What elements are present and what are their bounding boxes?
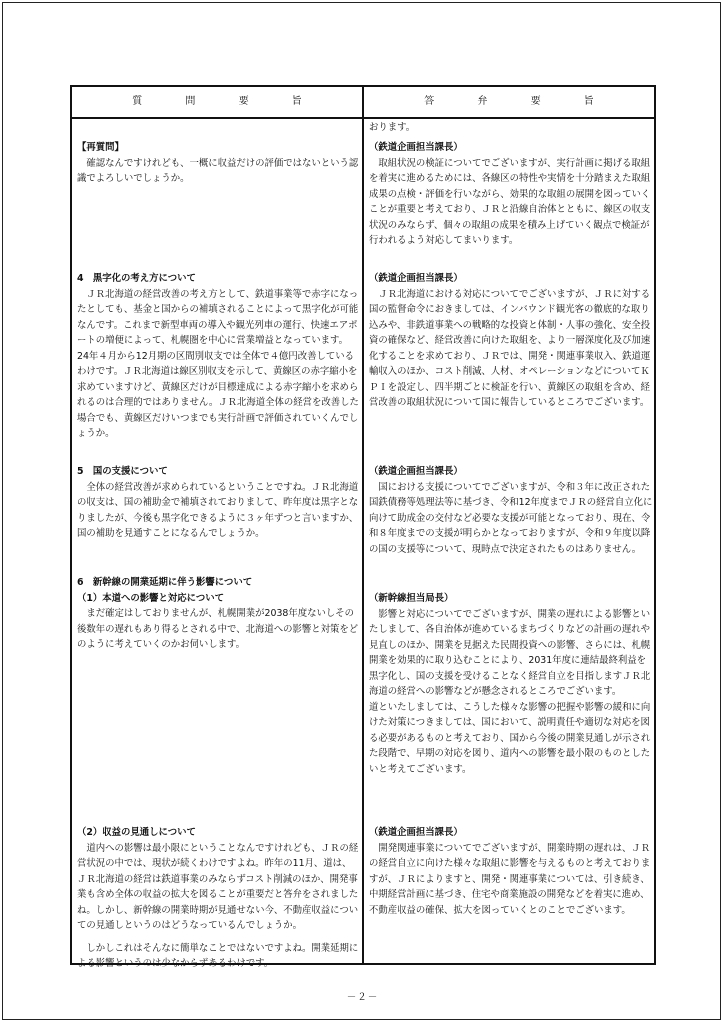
answer-text: 開発関連事業についてでございますが、開業時期の遅れは、ＪＲの経営自立に向けた様々な取組に影響を与えるものと考えておりますが、ＪＲによりますと、開発・関連事業については、引き続き、中期経営計画に基づき、住宅や商業施設の開発などを着実に進め、不動産収益の確保、拡大を図っていくとのことでございます。 (369, 842, 651, 916)
answer-text: 道といたしましては、こうした様々な影響の把握や影響の緩和に向けた対策につきましては、国において、説明責任や適切な対応を図る必要があるものと考えており、国から今後の開業見通しが示された段階で、早期の対応を図り、道内への影響を最小限のものとしたいと考えてございます。 (369, 701, 651, 775)
answer-text: 取組状況の検証についてでございますが、実行計画に掲げる取組を着実に進めるためには、各線区の特性や実情を十分踏まえた取組成果の点検・評価を行いながら、効果的な取組の展開を図っていくことが重要と考えており、ＪＲと沿線自治体とともに、線区の収支状況のみならず、個々の取組の成果を積み上げていく観点で検証が行われるよう対応してまいります。 (369, 157, 651, 246)
question-block-5 (77, 464, 359, 542)
questions-column (77, 119, 359, 969)
question-heading: 6 新幹線の開業延期に伴う影響について (77, 577, 253, 588)
question-block-6-2 (77, 825, 359, 972)
answer-heading: （新幹線担当局長） (369, 593, 454, 604)
question-heading: 【再質問】 (77, 142, 124, 153)
qa-table (70, 85, 656, 969)
question-subheading: （2）収益の見通しについて (77, 827, 196, 838)
question-text: しかしこれはそんなに簡単なことではないですよね。開業延期による影響というのは少なからずあるわけです。 (77, 942, 359, 969)
question-heading: 4 黒字化の考え方について (77, 273, 196, 284)
answer-block-1 (369, 140, 653, 249)
answer-text: おります。 (369, 122, 416, 133)
question-heading: 5 国の支援について (77, 466, 168, 477)
question-block-4 (77, 271, 359, 442)
answer-text: 影響と対応についてでございますが、開業の遅れによる影響といたしまして、各自治体が進めているまちづくりなどの計画の遅れや見直しのほか、開業を見据えた民間投資への影響、さらには、札幌開業を効果的に取り込むことにより、2031年度に連結最終利益を黒字化し、国の支援を受けることなく経営自立を目指しますＪＲ北海道の経営への影響などが懸念されるところでございます。 (369, 608, 651, 697)
column-divider (362, 87, 364, 963)
answer-block-3 (369, 464, 653, 557)
question-text: 確認なんですけれども、一概に収益だけの評価ではないという認識でよろしいでしょうか。 (77, 157, 359, 184)
answer-text: ＪＲ北海道における対応についてでございますが、ＪＲに対する国の監督命令におきましては、インバウンド観光客の徹底的な取り込みや、非鉄道事業への戦略的な投資と体制・人事の強化、安全投資の確保など、経営改善に向けた取組を、より一層深度化及び加速化することを求めており、ＪＲでは、開発・関連事業収入、鉄道運輸収入のほか、コスト削減、人材、オペレーションなどについてＫＰＩを設定し、四半期ごとに検証を行い、黄線区の取組を含め、経営改善の取組状況について国に報告しているところでございます。 (369, 288, 651, 408)
question-block-reconfirm (77, 140, 359, 187)
answer-heading: （鉄道企画担当課長） (369, 827, 463, 838)
answer-heading: （鉄道企画担当課長） (369, 142, 463, 153)
answer-block-2 (369, 271, 653, 411)
questions-column-header: 質 問 要 旨 (132, 96, 302, 107)
question-text: ＪＲ北海道の経営改善の考え方として、鉄道事業等で赤字になったとしても、基金と国からの補填されることによって黒字化が可能なんです。これまで新型車両の導入や観光列車の運行、快速エアポートの増便によって、札幌圏を中心に営業増益となっています。24年４月から12月期の区間別収支では全体で４億円改善しているわけです。ＪＲ北海道は線区別収支を示して、黄線区の赤字縮小を求めていますけど、黄線区だけが目標達成による赤字縮小を求められるのは合理的ではありません。ＪＲ北海道全体の経営を改善した場合でも、黄線区だけいつまでも実行計画で評価されていくんでしょうか。 (77, 288, 359, 439)
question-text: 道内への影響は最小限にということなんですけれども、ＪＲの経営状況の中では、現状が続くわけですよね。昨年の11月、道は、ＪＲ北海道の経営は鉄道事業のみならずコスト削減のほか、開発事業も含め全体の収益の拡大を図ることが重要だと答弁をされましたね。しかし、新幹線の開業時期が見通せない今、不動産収益についての見通しというのはどうなっているんでしょうか。 (77, 842, 359, 931)
answer-heading: （鉄道企画担当課長） (369, 466, 463, 477)
answer-text: 国における支援についてでございますが、令和３年に改正された国鉄債務等処理法等に基づき、令和12年度までＪＲの経営自立化に向けて助成金の交付など必要な支援が可能となっており、現在、令和８年度までの支援が明らかとなっておりますが、令和９年度以降の国の支援等について、現時点で決定されたものはありません。 (369, 481, 653, 555)
answer-block-5 (369, 825, 653, 918)
question-subheading: （1）本道への影響と対応について (77, 592, 224, 604)
answer-block-4 (369, 591, 653, 777)
question-text: 全体の経営改善が求められているということですね。ＪＲ北海道の収支は、国の補助金で補填されておりまして、昨年度は黒字となりましたが、今後も黒字化できるように３ヶ年ずつと言いますか、国の補助を見通すことになるんでしょうか。 (77, 481, 359, 539)
page-number: －２－ (346, 992, 379, 1003)
question-block-6 (77, 575, 359, 653)
answers-column (369, 119, 653, 963)
answers-column-header: 答 弁 要 旨 (424, 96, 594, 107)
question-text: まだ確定はしておりませんが、札幌開業が2038年度ないしその後数年の遅れもあり得るとされる中で、北海道への影響と対策をどのように考えていくのかお伺いします。 (77, 608, 359, 650)
answer-heading: （鉄道企画担当課長） (369, 273, 463, 284)
answer-block-continued (369, 120, 653, 136)
